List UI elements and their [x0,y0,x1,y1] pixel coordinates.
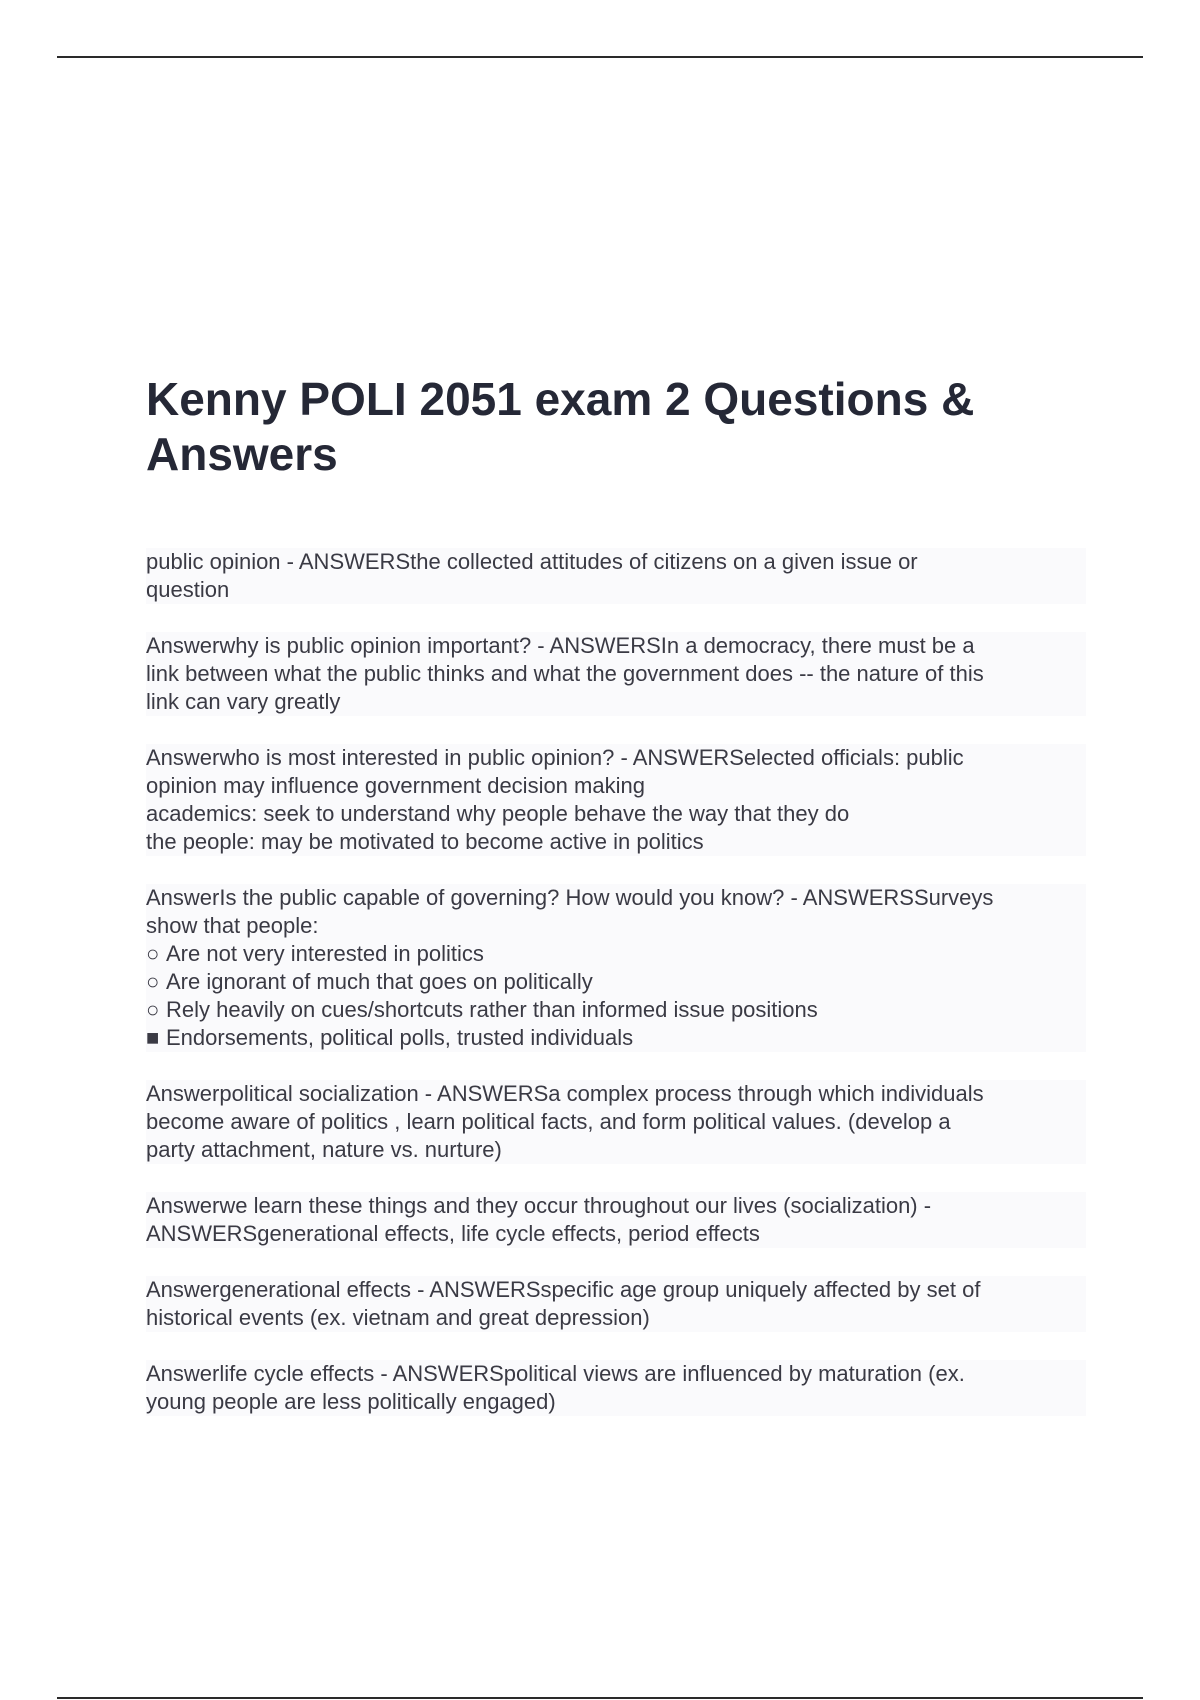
bullet-list [146,940,1086,1052]
qa-entry [146,1276,1086,1332]
qa-entry-text: Answergenerational effects - ANSWERSspecific age group uniquely affected by set of historical events (ex. vietnam and great depression) [146,1277,981,1330]
qa-entry [146,1080,1086,1164]
bullet-text: Endorsements, political polls, trusted individuals [166,1025,634,1050]
circle-bullet-icon: ○ [146,997,160,1022]
bottom-divider [57,1697,1143,1699]
bullet-item [146,1024,1086,1052]
document-body [146,372,1086,1444]
square-bullet-icon: ■ [146,1025,160,1050]
qa-list [146,548,1086,1416]
document-title: Kenny POLI 2051 exam 2 Questions & Answers [146,373,975,480]
qa-entry-text: Answerpolitical socialization - ANSWERSa complex process through which individuals become aware of politics , learn political facts, and form political values. (develop a party attachment, nature vs. nurture) [146,1081,984,1162]
qa-entry-text: Answerlife cycle effects - ANSWERSpolitical views are influenced by maturation (ex. young people are less politically engaged) [146,1361,965,1414]
circle-bullet-icon: ○ [146,969,160,994]
qa-entry [146,1360,1086,1416]
bullet-item [146,968,1086,996]
qa-entry-text: Answerwhy is public opinion important? - ANSWERSIn a democracy, there must be a link between what the public thinks and what the government does -- the nature of this link can vary greatly [146,633,984,714]
qa-entry [146,1192,1086,1248]
bullet-item [146,940,1086,968]
bullet-text: Are ignorant of much that goes on politically [166,969,593,994]
qa-entry-text: public opinion - ANSWERSthe collected attitudes of citizens on a given issue or question [146,549,918,602]
bullet-text: Are not very interested in politics [166,941,484,966]
qa-entry [146,548,1086,604]
top-divider [57,56,1143,58]
qa-entry [146,632,1086,716]
qa-entry [146,884,1086,1052]
qa-entry-text: Answerwho is most interested in public opinion? - ANSWERSelected officials: public opinion may influence government decision making academics: seek to understand why people behave the way that they do the people: may be motivated to become active in politics [146,745,964,854]
qa-entry [146,744,1086,856]
circle-bullet-icon: ○ [146,941,160,966]
qa-entry-text: Answerwe learn these things and they occur throughout our lives (socialization) - ANSWERSgenerational effects, life cycle effects, period effects [146,1193,932,1246]
bullet-text: Rely heavily on cues/shortcuts rather than informed issue positions [166,997,818,1022]
bullet-item [146,996,1086,1024]
qa-entry-text: AnswerIs the public capable of governing? How would you know? - ANSWERSSurveys show that people: [146,885,994,938]
